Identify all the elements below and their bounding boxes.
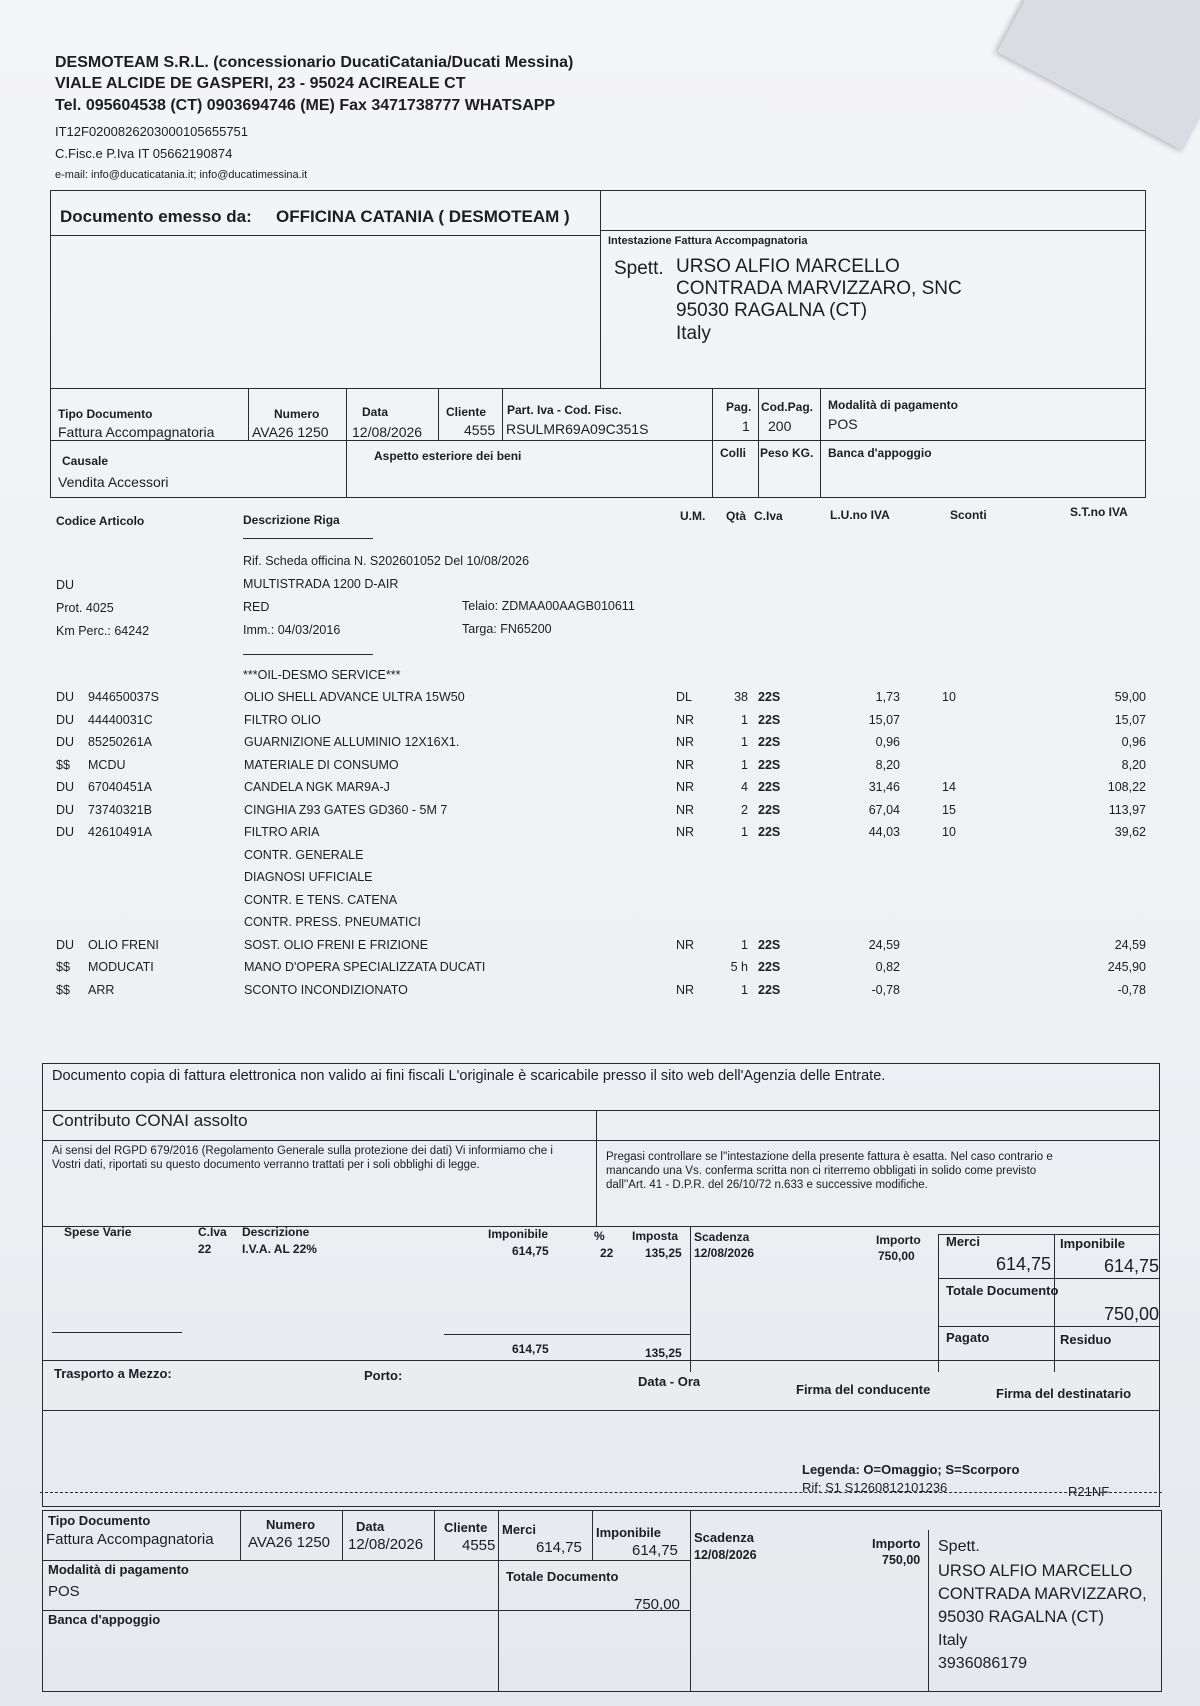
item-5-civa: 22S [758,802,781,817]
item-12-qta: 5 h [730,960,748,974]
peso-label: Peso KG. [760,446,814,460]
item-4-desc: CANDELA NGK MAR9A-J [244,780,390,794]
item-11-desc: SOST. OLIO FRENI E FRIZIONE [244,937,429,952]
company-phones: Tel. 095604538 (CT) 0903694746 (ME) Fax 3471738777 WHATSAPP [55,97,556,114]
merci-label: Merci [946,1234,980,1249]
item-12-lu: 0,82 [875,960,900,974]
item-12-st: 245,90 [1107,960,1146,974]
col-st: S.T.no IVA [1070,505,1128,519]
item-12-pre: $$ [56,960,70,974]
stub-spett: Spett. [938,1538,980,1555]
imponibile2-value: 614,75 [1104,1256,1160,1276]
item-3-pre: $$ [56,757,70,772]
perc-label: % [594,1229,605,1243]
tipo-doc-label: Tipo Documento [58,407,153,421]
item-4-pre: DU [56,780,75,794]
info-line-3-extra: Targa: FN65200 [462,622,552,636]
codpag-value: 200 [768,418,792,434]
data-label: Data [362,405,389,419]
item-3-qta: 1 [741,757,748,772]
spese-label: Spese Varie [64,1225,132,1239]
item-2-civa: 22S [758,735,781,749]
company-address: VIALE ALCIDE DE GASPERI, 23 - 95024 ACIREALE CT [55,75,466,92]
stub-street: CONTRADA MARVIZZARO, [938,1585,1147,1603]
electronic-invoice-notice: Documento copia di fattura elettronica non valido ai fini fiscali L'originale è scaricabile presso il sito web dell'Agenzia delle Entrate. [52,1068,886,1084]
item-11-qta: 1 [741,937,748,952]
item-12-civa: 22S [758,960,781,974]
sum-imponibile: 614,75 [512,1342,549,1356]
item-4-civa: 22S [758,780,781,794]
stub-scadenza-label: Scadenza [694,1530,754,1545]
item-11-civa: 22S [758,937,781,952]
banca-label: Banca d'appoggio [828,446,932,460]
piva-label: Part. Iva - Cod. Fisc. [507,403,622,417]
imposta-label: Imposta [632,1229,679,1243]
perc-value: 22 [600,1246,614,1260]
company-email: e-mail: info@ducaticatania.it; info@ducatimessina.it [55,169,308,181]
stub-separator [40,1492,1162,1493]
col-qta: Qtà [726,509,747,523]
recipient-name: URSO ALFIO MARCELLO [676,256,900,277]
item-11-code: OLIO FRENI [88,937,159,952]
stub-numero-value: AVA26 1250 [248,1534,331,1551]
col-um: U.M. [680,509,706,523]
tipo-doc-value: Fattura Accompagnatoria [58,424,215,440]
stub-cliente-label: Cliente [444,1520,488,1535]
rif-code: Rif: S1 S1260812101236 [802,1480,948,1495]
stub-cliente-value: 4555 [462,1537,496,1554]
descr-value: I.V.A. AL 22% [242,1242,317,1256]
company-name: DESMOTEAM S.R.L. (concessionario DucatiCatania/Ducati Messina) [55,54,574,71]
item-13-code: ARR [88,982,115,997]
item-6-um: NR [676,825,695,839]
item-1-pre: DU [56,712,75,727]
item-6-lu: 44,03 [868,825,900,839]
pag-label: Pag. [726,400,752,414]
item-6-civa: 22S [758,825,781,839]
item-2-lu: 0,96 [875,735,900,749]
issued-by-label: Documento emesso da: [60,207,252,226]
aspetto-label: Aspetto esteriore dei beni [374,449,522,463]
scadenza-label: Scadenza [694,1230,750,1244]
modalita-value: POS [828,416,858,432]
recipient-heading: Intestazione Fattura Accompagnatoria [608,235,808,247]
stub-scadenza-value: 12/08/2026 [694,1548,757,1562]
recipient-prefix: Spett. [614,258,664,279]
piva-value: RSULMR69A09C351S [506,421,649,437]
stub-importo-value: 750,00 [882,1553,921,1567]
item-5-um: NR [676,802,695,817]
document-header-box [50,190,1146,498]
item-13-civa: 22S [758,982,781,997]
item-0-st: 59,00 [1114,690,1146,704]
descr-label: Descrizione [242,1225,310,1239]
item-5-pre: DU [56,802,75,817]
col-sconti: Sconti [950,508,987,522]
totale-value: 750,00 [1104,1304,1160,1324]
stub-banca-label: Banca d'appoggio [48,1612,161,1627]
doc-code: R21NF [1068,1484,1110,1499]
item-4-st: 108,22 [1107,780,1146,794]
info-line-1-desc: MULTISTRADA 1200 D-AIR [243,577,399,591]
dataora-label: Data - Ora [638,1374,701,1389]
item-3-st: 8,20 [1121,757,1146,772]
col-lu: L.U.no IVA [830,508,890,522]
imponibile-value: 614,75 [512,1244,549,1258]
stub-city: 95030 RAGALNA (CT) [938,1608,1104,1626]
company-vat: C.Fisc.e P.Iva IT 05662190874 [55,146,233,161]
cliente-value: 4555 [464,422,496,438]
info-line-0-desc: Rif. Scheda officina N. S202601052 Del 10/08/2026 [243,554,530,568]
item-12-desc: MANO D'OPERA SPECIALIZZATA DUCATI [244,960,486,974]
imponibile-label: Imponibile [488,1227,548,1241]
firma-destinatario-label: Firma del destinatario [996,1386,1132,1401]
item-0-um: DL [676,690,692,704]
item-1-desc: FILTRO OLIO [244,712,321,727]
company-iban: IT12F0200826203000105655751 [55,124,249,139]
codpag-label: Cod.Pag. [761,400,814,414]
firma-conducente-label: Firma del conducente [796,1382,931,1397]
item-10-desc: CONTR. PRESS. PNEUMATICI [244,915,421,929]
item-3-lu: 8,20 [875,757,900,772]
causale-label: Causale [62,454,109,468]
importo-label: Importo [876,1233,921,1247]
importo-value: 750,00 [878,1249,915,1263]
residuo-label: Residuo [1060,1332,1112,1347]
info-line-2-code: Prot. 4025 [56,601,114,615]
pag-value: 1 [742,418,750,434]
stub-name: URSO ALFIO MARCELLO [938,1562,1133,1580]
issued-by-value: OFFICINA CATANIA ( DESMOTEAM ) [276,207,570,226]
item-6-pre: DU [56,825,75,839]
cliente-label: Cliente [446,405,487,419]
imposta-value: 135,25 [645,1246,682,1260]
item-1-code: 44440031C [88,712,153,727]
stub-country: Italy [938,1632,968,1649]
stub-imponibile-value: 614,75 [632,1542,678,1559]
folded-corner [997,0,1200,151]
info-line-3-code: Km Perc.: 64242 [56,624,150,638]
recipient-street: CONTRADA MARVIZZARO, SNC [676,278,962,299]
col-civa: C.Iva [754,509,783,523]
scadenza-value: 12/08/2026 [694,1246,755,1260]
causale-value: Vendita Accessori [58,474,169,490]
item-2-st: 0,96 [1121,735,1146,749]
item-1-lu: 15,07 [868,712,900,727]
item-11-pre: DU [56,937,75,952]
trasporto-label: Trasporto a Mezzo: [54,1366,172,1381]
item-0-civa: 22S [758,690,781,704]
item-11-lu: 24,59 [868,937,900,952]
numero-label: Numero [274,407,320,421]
civa-value: 22 [198,1242,212,1256]
item-4-um: NR [676,780,695,794]
item-6-code: 42610491A [88,825,152,839]
stub-tipo-label: Tipo Documento [48,1513,151,1528]
item-4-lu: 31,46 [868,780,900,794]
item-13-pre: $$ [56,982,70,997]
stub-merci-label: Merci [502,1522,536,1537]
item-5-sconti: 15 [942,802,956,817]
info-line-2-extra: Telaio: ZDMAA00AAGB010611 [462,599,635,613]
merci-value: 614,75 [996,1254,1052,1274]
item-5-st: 113,97 [1108,802,1146,817]
recipient-city: 95030 RAGALNA (CT) [676,300,868,321]
col-codice: Codice Articolo [56,514,145,528]
item-0-desc: OLIO SHELL ADVANCE ULTRA 15W50 [244,690,465,704]
sum-imposta: 135,25 [645,1346,682,1360]
numero-value: AVA26 1250 [252,424,329,440]
item-3-desc: MATERIALE DI CONSUMO [244,757,399,772]
item-13-um: NR [676,982,695,997]
item-13-qta: 1 [741,982,748,997]
item-5-qta: 2 [741,802,748,817]
porto-label: Porto: [364,1368,403,1383]
recipient-country: Italy [676,323,711,344]
stub-tipo-value: Fattura Accompagnatoria [46,1531,214,1548]
item-7-desc: CONTR. GENERALE [244,847,364,862]
item-2-pre: DU [56,735,75,749]
item-8-desc: DIAGNOSI UFFICIALE [244,870,373,884]
item-13-desc: SCONTO INCONDIZIONATO [244,982,408,997]
check-notice: Pregasi controllare se l''intestazione della presente fattura è esatta. Nel caso contrario e mancando una Vs. conferma scritta non ci riterremo obbligati in solido come previsto dall''Art. 41 - D.P.R. del 26/10/72 n.633 e successive modifiche. [606,1151,1053,1191]
item-12-code: MODUCATI [88,960,154,974]
item-5-code: 73740321B [88,802,152,817]
item-3-civa: 22S [758,757,781,772]
stub-phone: 3936086179 [938,1655,1027,1672]
item-5-desc: CINGHIA Z93 GATES GD360 - 5M 7 [244,802,448,817]
stub-data-label: Data [356,1519,385,1534]
col-descrizione: Descrizione Riga [243,513,340,527]
item-1-st: 15,07 [1114,712,1146,727]
item-0-lu: 1,73 [875,690,900,704]
item-5-lu: 67,04 [868,802,900,817]
item-6-desc: FILTRO ARIA [244,825,320,839]
item-2-code: 85250261A [88,735,152,749]
info-line-1-code: DU [56,578,75,592]
stub-totale-value: 750,00 [634,1596,680,1613]
item-2-um: NR [676,735,695,749]
item-9-desc: CONTR. E TENS. CATENA [244,892,398,907]
stub-modalita-label: Modalità di pagamento [48,1562,189,1577]
stub-importo-label: Importo [872,1536,921,1551]
imponibile2-label: Imponibile [1060,1236,1125,1251]
pagato-label: Pagato [946,1330,990,1345]
item-11-um: NR [676,937,695,952]
item-3-um: NR [676,757,695,772]
item-1-civa: 22S [758,712,781,727]
item-6-st: 39,62 [1114,825,1146,839]
totale-label: Totale Documento [946,1283,1059,1298]
item-6-sconti: 10 [942,825,956,839]
data-value: 12/08/2026 [352,424,423,440]
item-6-qta: 1 [741,825,748,839]
privacy-notice: Ai sensi del RGPD 679/2016 (Regolamento Generale sulla protezione dei dati) Vi informiamo che i Vostri dati, riportati su questo documento verranno trattati per i soli obblighi di legge. [52,1145,553,1171]
item-13-lu: -0,78 [871,982,900,997]
stub-merci-value: 614,75 [536,1539,582,1556]
stub-totale-label: Totale Documento [506,1569,619,1584]
item-0-sconti: 10 [942,690,956,704]
item-4-code: 67040451A [88,780,152,794]
item-2-desc: GUARNIZIONE ALLUMINIO 12X16X1. [244,735,460,749]
info-line-2-desc: RED [243,600,270,614]
conai-notice: Contributo CONAI assolto [52,1111,248,1130]
legenda: Legenda: O=Omaggio; S=Scorporo [802,1462,1020,1477]
item-4-qta: 4 [741,780,748,794]
item-13-st: -0,78 [1117,982,1146,997]
item-3-code: MCDU [88,757,126,772]
item-0-pre: DU [56,690,75,704]
item-0-code: 944650037S [88,690,159,704]
item-2-qta: 1 [741,735,748,749]
item-1-um: NR [676,712,695,727]
service-title: ***OIL-DESMO SERVICE*** [243,668,401,682]
item-0-qta: 38 [734,690,748,704]
colli-label: Colli [720,446,746,460]
civa-label: C.Iva [198,1225,227,1239]
info-line-3-desc: Imm.: 04/03/2016 [243,623,341,637]
item-11-st: 24,59 [1114,937,1146,952]
item-4-sconti: 14 [942,780,956,794]
stub-data-value: 12/08/2026 [348,1536,424,1553]
stub-modalita-value: POS [48,1583,80,1600]
modalita-label: Modalità di pagamento [828,398,959,412]
stub-numero-label: Numero [266,1517,316,1532]
stub-imponibile-label: Imponibile [596,1525,661,1540]
item-1-qta: 1 [741,712,748,727]
